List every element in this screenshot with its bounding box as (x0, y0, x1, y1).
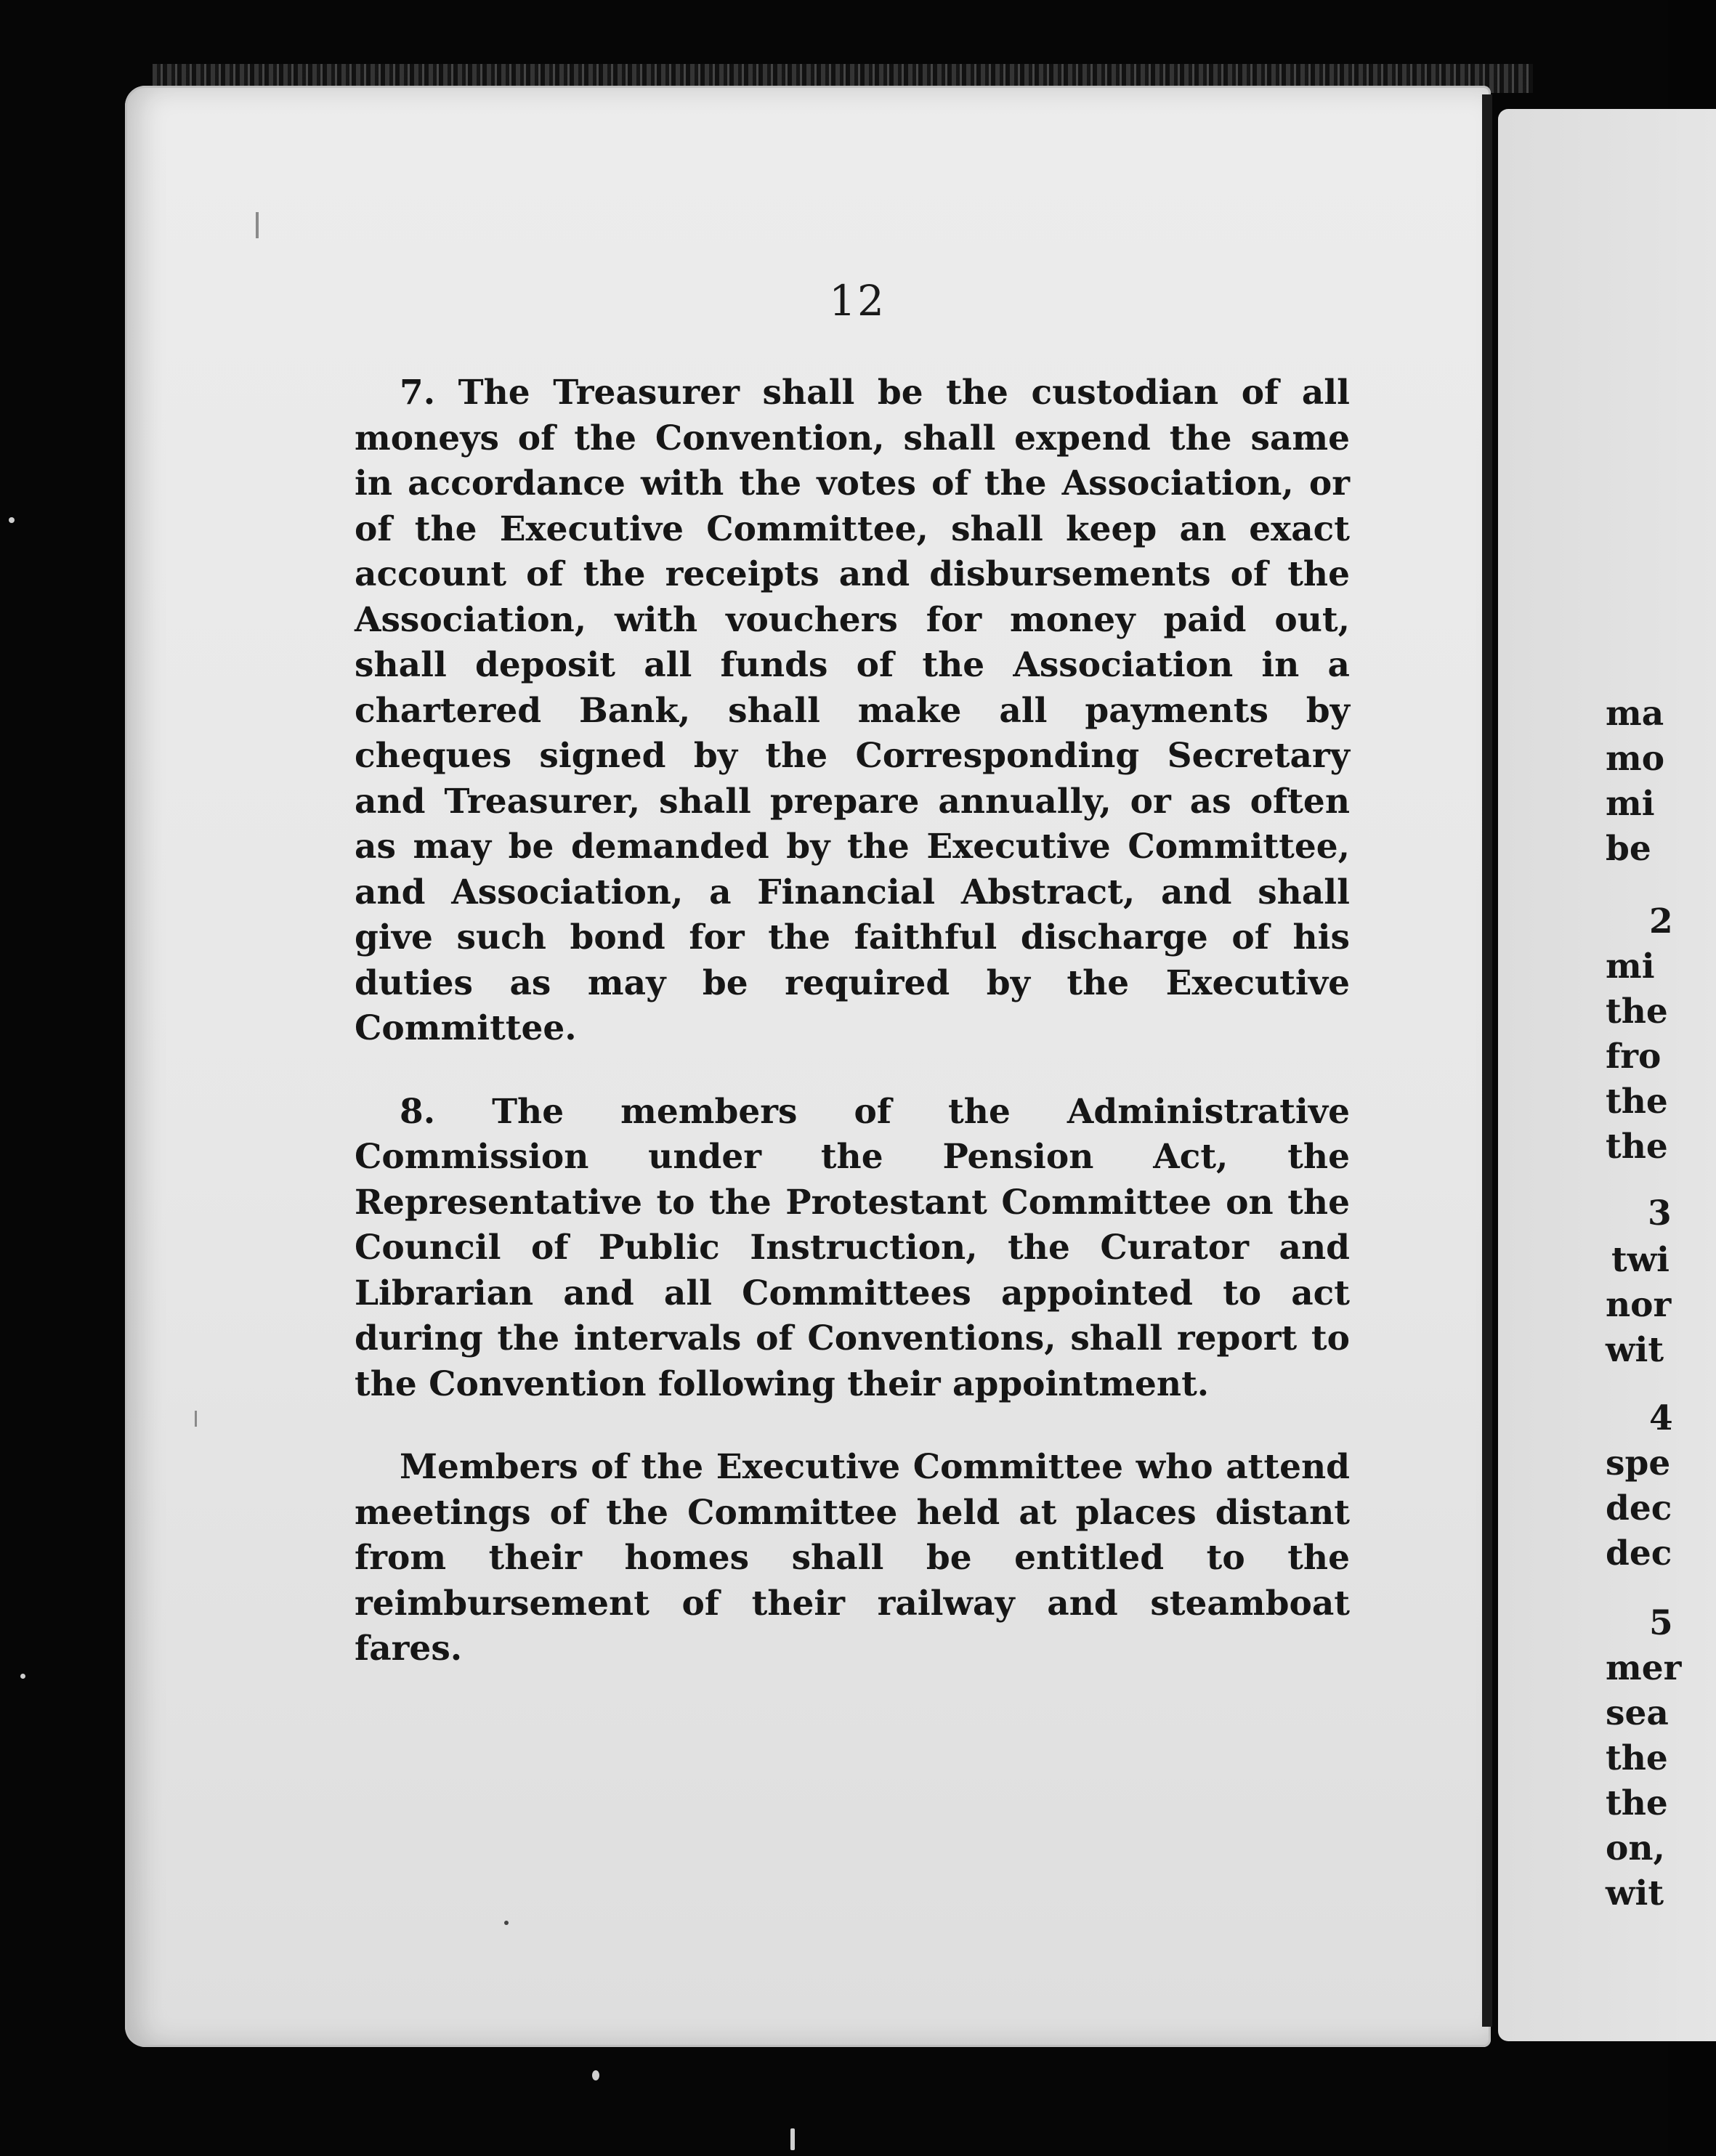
scan-mark (256, 212, 259, 238)
facing-page-fragment: mi (1606, 947, 1655, 986)
facing-page-fragment: be (1606, 829, 1651, 869)
facing-page-fragment: mi (1606, 784, 1655, 824)
scan-speck (790, 2128, 795, 2150)
facing-page-fragment: the (1606, 1783, 1668, 1823)
facing-page-fragment: dec (1606, 1533, 1672, 1573)
facing-page-fragment: the (1606, 1738, 1668, 1778)
scan-mark (195, 1411, 197, 1427)
section-8-paragraph: 8. The members of the Administrative Commission under the Pension Act, the Representative to the Protestant Committee on the Council of Public Instruction, the Curator and Librarian and all Committees appointed to act during the intervals of Conventions, shall report to the Convention following their appointment. (355, 1091, 1350, 1404)
facing-page-fragment: ma (1606, 694, 1664, 734)
page-number: 12 (829, 276, 886, 325)
facing-page-fragment: dec (1606, 1488, 1672, 1528)
book-gutter (1482, 94, 1492, 2027)
facing-page-fragment: 3 (1648, 1194, 1672, 1233)
facing-page-fragment: the (1606, 1127, 1668, 1167)
facing-page-fragment: spe (1606, 1443, 1671, 1483)
facing-page-fragment: 2 (1649, 901, 1673, 941)
facing-page-fragment: wit (1606, 1873, 1664, 1913)
facing-page-fragment: fro (1606, 1037, 1662, 1077)
facing-page-fragment: the (1606, 992, 1668, 1032)
scan-speck (20, 1674, 25, 1679)
scan-speck (9, 517, 15, 523)
scan-speck (592, 2070, 599, 2080)
facing-page-fragment: mo (1606, 739, 1665, 779)
facing-page-fragment: twi (1611, 1240, 1670, 1280)
facing-page-fragment: 5 (1649, 1603, 1673, 1643)
section-7-paragraph: 7. The Treasurer shall be the custodian of all moneys of the Convention, shall expend the same in accordance with the votes of the Association, or of the Executive Committee, shall keep an exact account of the receipts and disbursements of the Association, with vouchers for money paid out, shall deposit all funds of the Association in a chartered Bank, shall make all payments by cheques signed by the Corresponding Secretary and Treasurer, shall prepare annually, or as often as may be demanded by the Executive Committee, and Association, a Financial Abstract, and shall give such bond for the faithful discharge of his duties as may be required by the Executive Committee. (355, 373, 1350, 1048)
facing-page-fragment: nor (1606, 1285, 1672, 1325)
facing-page-fragment: on, (1606, 1828, 1665, 1868)
facing-page-fragment: 4 (1649, 1398, 1673, 1438)
facing-page-fragment: wit (1606, 1330, 1664, 1370)
scan-speck (504, 1921, 509, 1925)
executive-members-paragraph: Members of the Executive Committee who attend meetings of the Committee held at places distant from their homes shall be entitled to the reimbursement of their railway and steamboat fares. (355, 1447, 1350, 1669)
facing-page-fragment: mer (1606, 1648, 1682, 1688)
facing-page-fragment: the (1606, 1082, 1668, 1122)
page-body (355, 370, 1350, 1672)
facing-page-fragment: sea (1606, 1693, 1669, 1733)
